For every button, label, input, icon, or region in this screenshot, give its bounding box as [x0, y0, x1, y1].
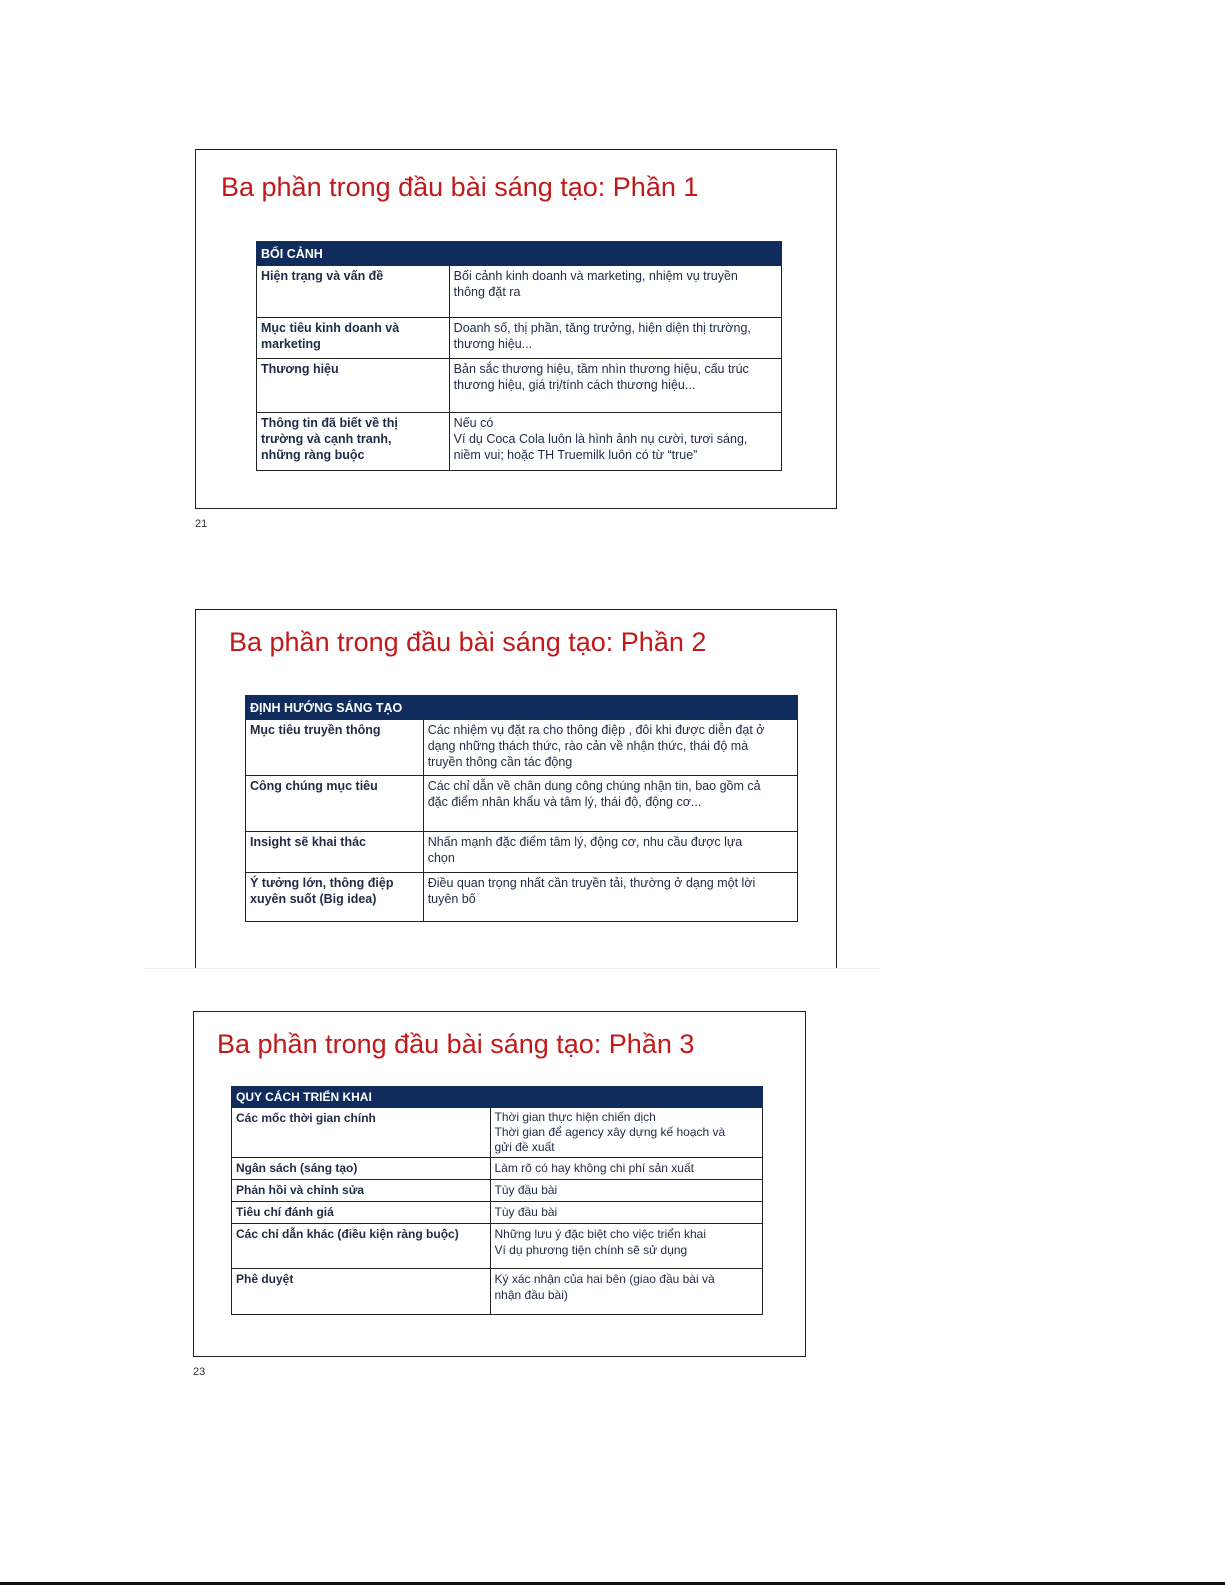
slide-2	[195, 609, 837, 969]
table-header: QUY CÁCH TRIỂN KHAI	[232, 1087, 763, 1108]
table-row	[232, 1224, 763, 1269]
row-value: Bản sắc thương hiệu, tầm nhìn thương hiệu, cấu trúc thương hiệu, giá trị/tính cách thương hiệu...	[449, 359, 781, 413]
page-number: 21	[195, 518, 208, 530]
table-row	[257, 359, 782, 413]
row-key: Các mốc thời gian chính	[232, 1108, 491, 1158]
page-number: 23	[193, 1366, 206, 1378]
table-row	[232, 1108, 763, 1158]
row-key: Tiêu chí đánh giá	[232, 1202, 491, 1224]
row-key: Mục tiêu kinh doanh và marketing	[257, 318, 450, 359]
row-value: Các chỉ dẫn về chân dung công chúng nhận tin, bao gồm cả đặc điểm nhân khẩu và tâm lý, thái độ, động cơ...	[423, 776, 797, 832]
table-header: BỐI CẢNH	[257, 242, 782, 266]
row-key: Các chỉ dẫn khác (điều kiện ràng buộc)	[232, 1224, 491, 1269]
page-separator	[145, 968, 880, 969]
row-key: Công chúng mục tiêu	[246, 776, 424, 832]
row-key: Ngân sách (sáng tạo)	[232, 1158, 491, 1180]
row-value: Làm rõ có hay không chi phí sản xuất	[490, 1158, 763, 1180]
table-row	[232, 1180, 763, 1202]
slide-title: Ba phần trong đầu bài sáng tạo: Phần 3	[217, 1029, 695, 1059]
brief-table	[256, 241, 782, 471]
row-key: Insight sẽ khai thác	[246, 832, 424, 873]
row-value: Thời gian thực hiện chiến dịch Thời gian để agency xây dựng kế hoạch và gửi đề xuất	[490, 1108, 763, 1158]
row-key: Hiện trạng và vấn đề	[257, 266, 450, 318]
table-row	[246, 873, 798, 922]
row-value: Nếu có Ví dụ Coca Cola luôn là hình ảnh nụ cười, tươi sáng, niềm vui; hoặc TH Truemilk luôn có từ “true”	[449, 413, 781, 471]
row-value: Bối cảnh kinh doanh và marketing, nhiệm vụ truyền thông đặt ra	[449, 266, 781, 318]
row-value: Nhấn mạnh đặc điểm tâm lý, động cơ, nhu cầu được lựa chọn	[423, 832, 797, 873]
table-row	[232, 1202, 763, 1224]
row-value: Tùy đầu bài	[490, 1202, 763, 1224]
table-row	[246, 720, 798, 776]
row-value: Doanh số, thị phần, tăng trưởng, hiện diện thị trường, thương hiệu...	[449, 318, 781, 359]
table-header: ĐỊNH HƯỚNG SÁNG TẠO	[246, 696, 798, 720]
table-row	[257, 413, 782, 471]
row-key: Mục tiêu truyền thông	[246, 720, 424, 776]
table-row	[246, 776, 798, 832]
table-row	[232, 1158, 763, 1180]
row-key: Ý tưởng lớn, thông điệp xuyên suốt (Big idea)	[246, 873, 424, 922]
brief-table	[245, 695, 798, 922]
table-row	[232, 1269, 763, 1315]
slide-title: Ba phần trong đầu bài sáng tạo: Phần 2	[229, 627, 707, 657]
table-row	[257, 266, 782, 318]
row-value: Điều quan trọng nhất cần truyền tải, thường ở dạng một lời tuyên bố	[423, 873, 797, 922]
brief-table	[231, 1086, 763, 1315]
row-key: Phê duyệt	[232, 1269, 491, 1315]
row-value: Ký xác nhận của hai bên (giao đầu bài và nhận đầu bài)	[490, 1269, 763, 1315]
row-key: Thông tin đã biết về thị trường và cạnh tranh, những ràng buộc	[257, 413, 450, 471]
slide-1	[195, 149, 837, 509]
table-row	[246, 832, 798, 873]
row-key: Thương hiệu	[257, 359, 450, 413]
slide-title: Ba phần trong đầu bài sáng tạo: Phần 1	[221, 172, 699, 202]
row-key: Phản hồi và chỉnh sửa	[232, 1180, 491, 1202]
row-value: Những lưu ý đặc biệt cho việc triển khai Ví dụ phương tiện chính sẽ sử dụng	[490, 1224, 763, 1269]
row-value: Tùy đầu bài	[490, 1180, 763, 1202]
slide-3	[193, 1011, 806, 1357]
table-row	[257, 318, 782, 359]
row-value: Các nhiệm vụ đặt ra cho thông điệp , đôi khi được diễn đạt ở dạng những thách thức, rào cản về nhận thức, thái độ mà truyền thông cần tác động	[423, 720, 797, 776]
